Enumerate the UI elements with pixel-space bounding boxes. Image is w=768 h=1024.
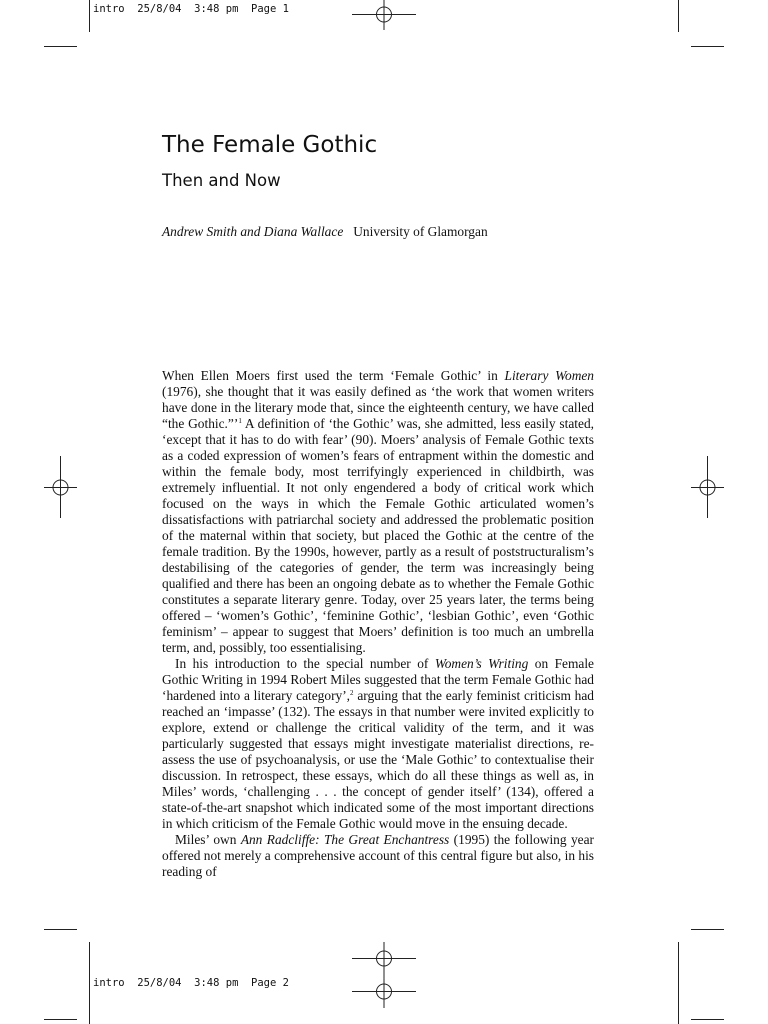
paragraph: [162, 368, 594, 656]
crop-mark-top-right: [679, 0, 725, 47]
authors: Andrew Smith and Diana Wallace: [162, 224, 344, 239]
print-slug-bottom: intro 25/8/04 3:48 pm Page 2: [93, 977, 289, 989]
registration-mark-right: [691, 456, 724, 518]
footnote-ref: 1: [238, 417, 242, 425]
text-run: (1995) the following year offered not merely a comprehensive account of this central figure but also, in his reading of: [162, 832, 595, 879]
chapter-title: The Female Gothic: [162, 132, 378, 158]
byline: [162, 224, 488, 240]
italic-title: Literary Women: [504, 368, 595, 383]
text-run: Miles’ own: [175, 832, 241, 847]
print-slug-top: intro 25/8/04 3:48 pm Page 1: [93, 3, 289, 15]
crop-mark-top-left: [44, 0, 90, 47]
text-run: When Ellen Moers first used the term ‘Female Gothic’ in: [162, 368, 505, 383]
text-run: A definition of ‘the Gothic’ was, she admitted, less easily stated, ‘except that it has to do with fear’ (90). Moers’ analysis of Female Gothic texts as a coded expression of women’s fears of entrapment within the domestic and within the female body, most terrifyingly experienced in childbirth, was extremely influential. It not only engendered a body of critical work which focused on the ways in which the Female Gothic articulated women’s dissatisfactions with patriarchal society and addressed the problematic position of the maternal within that society, but placed the Gothic at the centre of the female tradition. By the 1990s, however, partly as a result of poststructuralism’s destabilising of the categories of gender, the term was increasingly being qualified and there has been an ongoing debate as to whether the Female Gothic constitutes a separate literary genre. Today, over 25 years later, the terms being offered – ‘women’s Gothic’, ‘feminine Gothic’, ‘lesbian Gothic’, even ‘Gothic feminism’ – appear to suggest that Moers’ definition is too much an umbrella term, and, possibly, too essentialising.: [162, 416, 594, 655]
text-run: (1976), she thought that it was easily defined as ‘the work that women writers have done in the literary mode that, since the eighteenth century, we have called “the Gothic.”’: [162, 384, 594, 431]
italic-title: Women’s Writing: [434, 656, 529, 671]
registration-mark-left: [44, 456, 77, 518]
chapter-subtitle: Then and Now: [162, 171, 281, 190]
italic-title: Ann Radcliffe: The Great Enchantress: [240, 832, 450, 847]
footnote-ref: 2: [350, 689, 354, 697]
paragraph: [162, 656, 594, 832]
text-run: on Female Gothic Writing in 1994 Robert Miles suggested that the term Female Gothic had ‘hardened into a literary category’,: [162, 656, 595, 703]
body-text: [162, 368, 594, 880]
text-run: arguing that the early feminist criticism had reached an ‘impasse’ (132). The essays in that number were invited explicitly to explore, extend or challenge the critical validity of the term, and it was particularly suggested that essays might investigate materialist directions, re-assess the use of psychoanalysis, or use the ‘Male Gothic’ to contextualise their discussion. In retrospect, these essays, which do all these things as well as, in Miles’ words, ‘challenging . . . the concept of gender itself’ (134), offered a state-of-the-art snapshot which indicated some of the most important directions in which criticism of the Female Gothic would move in the ensuing decade.: [162, 688, 594, 831]
affiliation: University of Glamorgan: [353, 224, 488, 239]
crop-mark-bottom-right: [679, 930, 725, 1024]
registration-mark-bottom: [352, 942, 416, 1008]
text-run: In his introduction to the special number of: [175, 656, 435, 671]
registration-mark-top: [352, 0, 416, 30]
paragraph: [162, 832, 594, 880]
crop-mark-bottom-left: [44, 930, 90, 1024]
